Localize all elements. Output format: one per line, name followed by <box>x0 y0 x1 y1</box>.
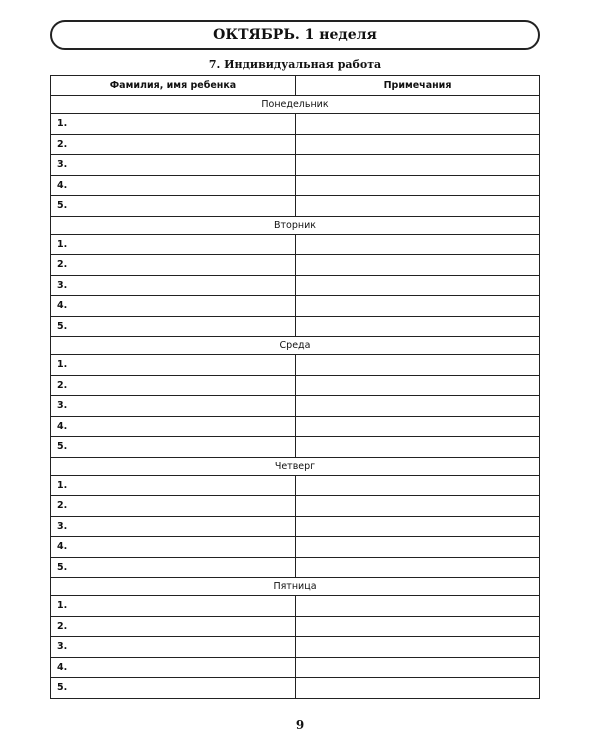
table-header-row <box>51 76 540 96</box>
notes-cell[interactable] <box>296 134 540 155</box>
notes-cell[interactable] <box>296 175 540 196</box>
table-row <box>51 196 540 217</box>
table-row <box>51 155 540 176</box>
child-name-cell[interactable]: 4. <box>51 416 296 437</box>
child-name-cell[interactable]: 5. <box>51 557 296 578</box>
table-row <box>51 637 540 658</box>
child-name-cell[interactable]: 5. <box>51 196 296 217</box>
table-row <box>51 255 540 276</box>
child-name-cell[interactable]: 4. <box>51 175 296 196</box>
day-label: Четверг <box>51 457 540 475</box>
notes-cell[interactable] <box>296 355 540 376</box>
child-name-cell[interactable]: 1. <box>51 355 296 376</box>
child-name-cell[interactable]: 5. <box>51 678 296 699</box>
notes-cell[interactable] <box>296 596 540 617</box>
table-row <box>51 657 540 678</box>
notes-cell[interactable] <box>296 416 540 437</box>
child-name-cell[interactable]: 5. <box>51 316 296 337</box>
table-row <box>51 234 540 255</box>
child-name-cell[interactable]: 2. <box>51 255 296 276</box>
notes-cell[interactable] <box>296 234 540 255</box>
notes-cell[interactable] <box>296 678 540 699</box>
notes-cell[interactable] <box>296 296 540 317</box>
notes-cell[interactable] <box>296 275 540 296</box>
notes-cell[interactable] <box>296 396 540 417</box>
day-row <box>51 96 540 114</box>
child-name-cell[interactable]: 3. <box>51 275 296 296</box>
week-header <box>50 20 540 50</box>
day-label: Понедельник <box>51 96 540 114</box>
child-name-cell[interactable]: 1. <box>51 234 296 255</box>
child-name-cell[interactable]: 3. <box>51 155 296 176</box>
table-body <box>51 96 540 699</box>
table-row <box>51 296 540 317</box>
child-name-cell[interactable]: 3. <box>51 396 296 417</box>
day-row <box>51 337 540 355</box>
child-name-cell[interactable]: 2. <box>51 134 296 155</box>
notes-cell[interactable] <box>296 537 540 558</box>
table-row <box>51 316 540 337</box>
notes-cell[interactable] <box>296 516 540 537</box>
table-row <box>51 537 540 558</box>
notes-cell[interactable] <box>296 255 540 276</box>
notes-cell[interactable] <box>296 557 540 578</box>
child-name-cell[interactable]: 5. <box>51 437 296 458</box>
day-label: Вторник <box>51 216 540 234</box>
child-name-cell[interactable]: 1. <box>51 475 296 496</box>
table-row <box>51 134 540 155</box>
notes-cell[interactable] <box>296 637 540 658</box>
notes-cell[interactable] <box>296 196 540 217</box>
notes-cell[interactable] <box>296 114 540 135</box>
table-row <box>51 275 540 296</box>
section-title: 7. Индивидуальная работа <box>208 58 382 71</box>
notes-cell[interactable] <box>296 316 540 337</box>
day-row <box>51 578 540 596</box>
child-name-cell[interactable]: 2. <box>51 375 296 396</box>
table-row <box>51 616 540 637</box>
table-row <box>51 516 540 537</box>
table-row <box>51 355 540 376</box>
child-name-cell[interactable]: 1. <box>51 596 296 617</box>
child-name-cell[interactable]: 3. <box>51 516 296 537</box>
child-name-cell[interactable]: 4. <box>51 537 296 558</box>
table-row <box>51 496 540 517</box>
child-name-cell[interactable]: 3. <box>51 637 296 658</box>
notes-cell[interactable] <box>296 437 540 458</box>
table-row <box>51 475 540 496</box>
column-header-child-name: Фамилия, имя ребенка <box>51 76 296 96</box>
table-row <box>51 175 540 196</box>
notes-cell[interactable] <box>296 657 540 678</box>
table-row <box>51 437 540 458</box>
week-title: ОКТЯБРЬ. 1 неделя <box>213 27 377 43</box>
table-row <box>51 557 540 578</box>
day-row <box>51 457 540 475</box>
individual-work-table <box>50 75 540 699</box>
column-header-notes: Примечания <box>296 76 540 96</box>
table-row <box>51 375 540 396</box>
day-label: Пятница <box>51 578 540 596</box>
notes-cell[interactable] <box>296 155 540 176</box>
day-label: Среда <box>51 337 540 355</box>
notes-cell[interactable] <box>296 616 540 637</box>
child-name-cell[interactable]: 2. <box>51 616 296 637</box>
child-name-cell[interactable]: 4. <box>51 296 296 317</box>
table-row <box>51 678 540 699</box>
child-name-cell[interactable]: 2. <box>51 496 296 517</box>
table-row <box>51 396 540 417</box>
child-name-cell[interactable]: 1. <box>51 114 296 135</box>
page-number: 9 <box>295 718 305 732</box>
child-name-cell[interactable]: 4. <box>51 657 296 678</box>
notes-cell[interactable] <box>296 496 540 517</box>
day-row <box>51 216 540 234</box>
table-row <box>51 114 540 135</box>
notes-cell[interactable] <box>296 475 540 496</box>
table-row <box>51 596 540 617</box>
table-row <box>51 416 540 437</box>
notes-cell[interactable] <box>296 375 540 396</box>
